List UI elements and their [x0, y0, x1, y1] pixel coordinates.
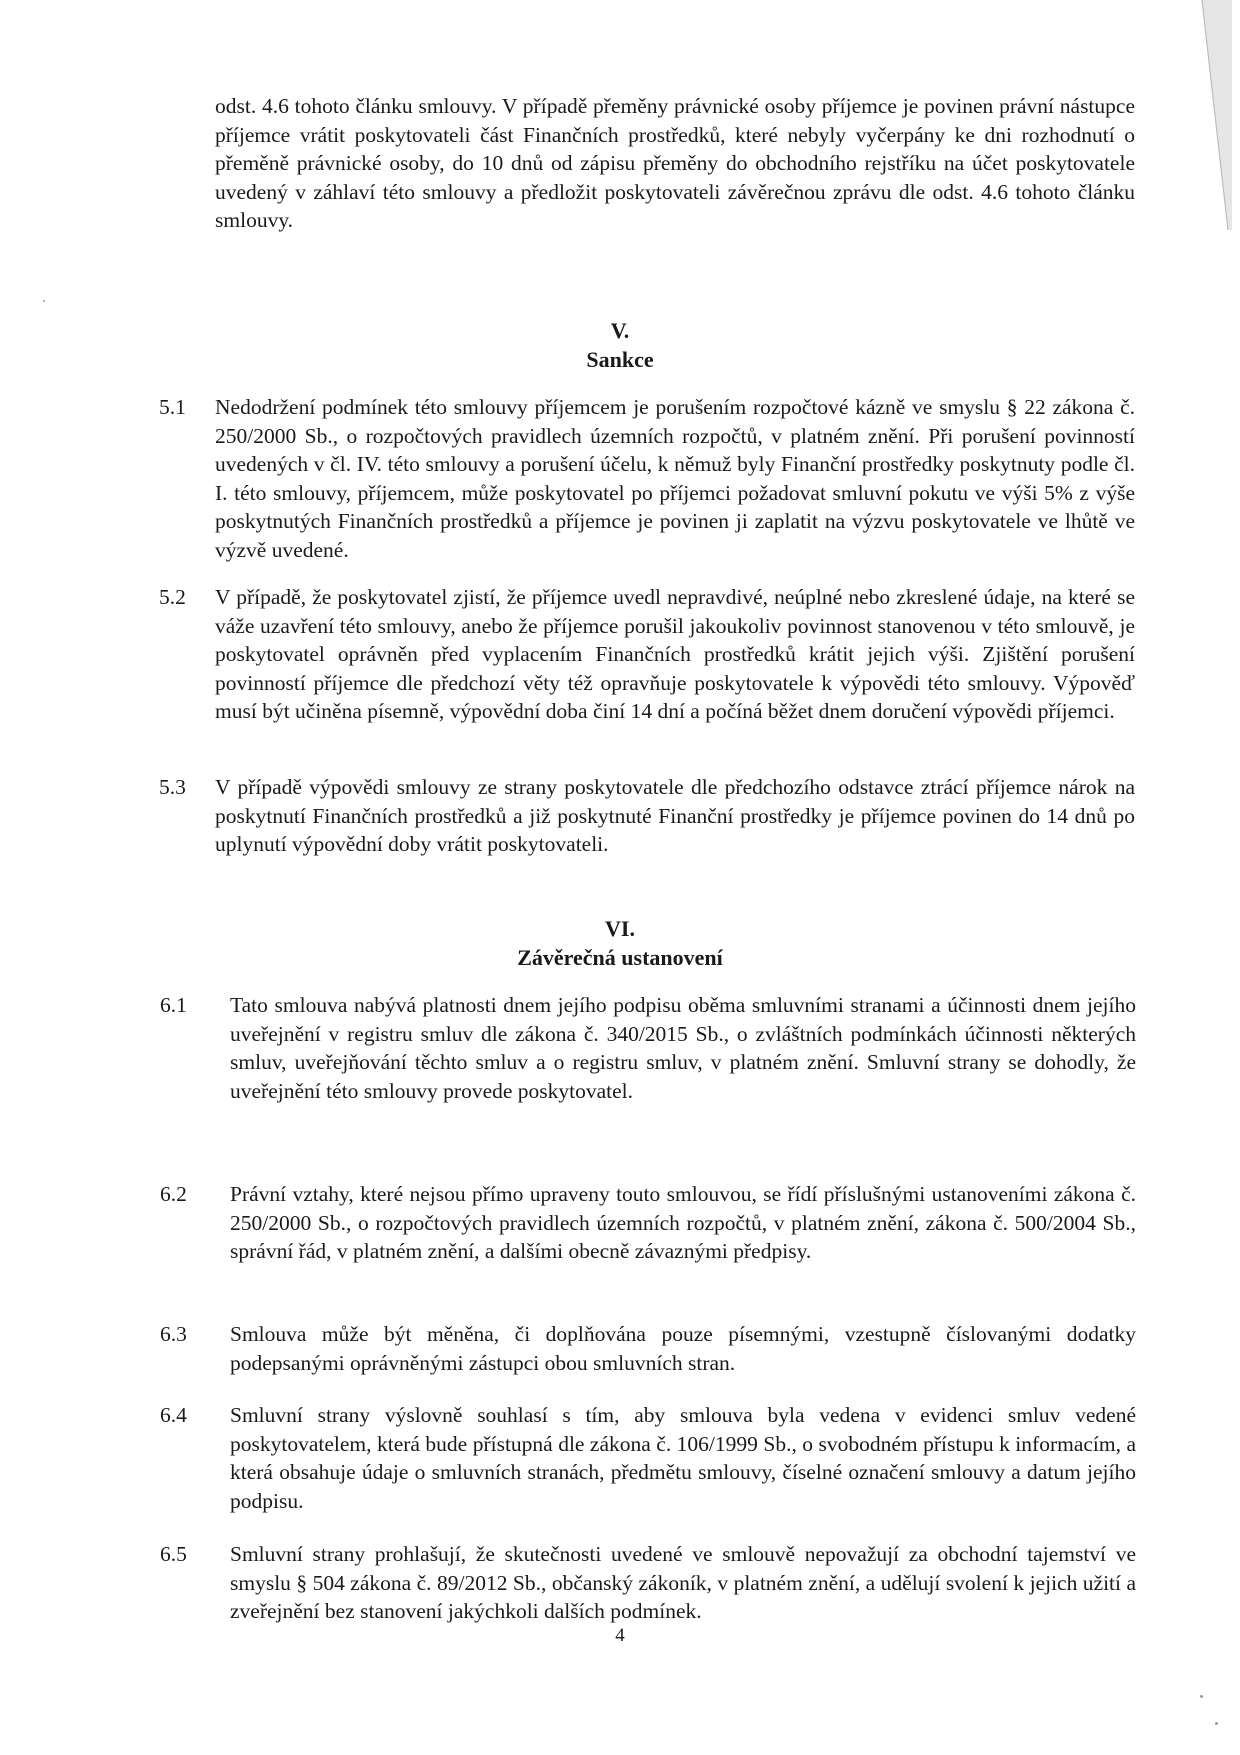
- scan-speck: [43, 300, 45, 302]
- clause-number: 5.1: [159, 395, 186, 419]
- clause-text: Nedodržení podmínek této smlouvy příjemcem je porušením rozpočtové kázně ve smyslu § 22 zákona č. 250/2000 Sb., o rozpočtových pravidlech územních rozpočtů, v platném znění. Při porušení povinností uvedených v čl. IV. této smlouvy a porušení účelu, k němuž byly Finanční prostředky poskytnuty podle čl. I. této smlouvy, příjemcem, může poskytovatel po příjemci požadovat smluvní pokutu ve výši 5% z výše poskytnutých Finančních prostředků a příjemce je povinen ji zaplatit na výzvu poskytovatele ve lhůtě ve výzvě uvedené.: [215, 395, 1135, 562]
- scan-speck: [1215, 1722, 1218, 1725]
- clause-text: Smluvní strany prohlašují, že skutečnosti uvedené ve smlouvě nepovažují za obchodní tajemství ve smyslu § 504 zákona č. 89/2012 Sb., občanský zákoník, v platném znění, a udělují svolení k jejich užití a zveřejnění bez stanovení jakýchkoli dalších podmínek.: [230, 1542, 1136, 1623]
- section-5-number: V.: [610, 318, 630, 343]
- clause-number: 6.1: [160, 993, 187, 1017]
- clause-number: 6.2: [160, 1182, 187, 1206]
- clause-text: Tato smlouva nabývá platnosti dnem jejího podpisu oběma smluvními stranami a účinnosti dnem jejího uveřejnění v registru smluv dle zákona č. 340/2015 Sb., o zvláštních podmínkách účinnosti některých smluv, uveřejňování těchto smluv a o registru smluv, v platném znění. Smluvní strany se dohodly, že uveřejnění této smlouvy provede poskytovatel.: [230, 993, 1136, 1103]
- clause-number: 5.3: [159, 775, 186, 799]
- clause-text: Právní vztahy, které nejsou přímo upraveny touto smlouvou, se řídí příslušnými ustanoveními zákona č. 250/2000 Sb., o rozpočtových pravidlech územních rozpočtů, v platném znění, zákona č. 500/2004 Sb., správní řád, v platném znění, a dalšími obecně závaznými předpisy.: [230, 1182, 1136, 1263]
- scan-speck: [1200, 1695, 1203, 1698]
- clause-number: 6.5: [160, 1542, 187, 1566]
- page-number: 4: [615, 1625, 625, 1646]
- section-5-title: Sankce: [586, 347, 654, 372]
- clause-text: V případě, že poskytovatel zjistí, že příjemce uvedl nepravdivé, neúplné nebo zkreslené údaje, na které se váže uzavření této smlouvy, anebo že příjemce porušil jakoukoliv povinnost stanovenou v této smlouvě, je poskytovatel oprávněn před vyplacením Finančních prostředků krátit jejich výši. Zjištění porušení povinností příjemce dle předchozí věty též opravňuje poskytovatele k výpovědi této smlouvy. Výpověď musí být učiněna písemně, výpovědní doba činí 14 dní a počíná běžet dnem doručení výpovědi příjemci.: [215, 585, 1135, 723]
- clause-text: V případě výpovědi smlouvy ze strany poskytovatele dle předchozího odstavce ztrácí příjemce nárok na poskytnutí Finančních prostředků a již poskytnuté Finanční prostředky je příjemce povinen do 14 dnů po uplynutí výpovědní doby vrátit poskytovateli.: [215, 775, 1135, 856]
- section-6-number: VI.: [605, 916, 635, 941]
- clause-number: 5.2: [159, 585, 186, 609]
- intro-paragraph: odst. 4.6 tohoto článku smlouvy. V případě přeměny právnické osoby příjemce je povinen právní nástupce příjemce vrátit poskytovateli část Finančních prostředků, které nebyly vyčerpány ke dni rozhodnutí o přeměně právnické osoby, do 10 dnů od zápisu přeměny do obchodního rejstříku na účet poskytovatele uvedený v záhlaví této smlouvy a předložit poskytovateli závěrečnou zprávu dle odst. 4.6 tohoto článku smlouvy.: [215, 94, 1135, 232]
- clause-number: 6.3: [160, 1322, 187, 1346]
- clause-number: 6.4: [160, 1403, 187, 1427]
- clause-text: Smlouva může být měněna, či doplňována pouze písemnými, vzestupně číslovanými dodatky podepsanými oprávněnými zástupci obou smluvních stran.: [230, 1322, 1136, 1375]
- section-6-title: Závěrečná ustanovení: [517, 945, 723, 970]
- clause-text: Smluvní strany výslovně souhlasí s tím, aby smlouva byla vedena v evidenci smluv vedené poskytovatelem, která bude přístupná dle zákona č. 106/1999 Sb., o svobodném přístupu k informacím, a která obsahuje údaje o smluvních stranách, předmětu smlouvy, číselné označení smlouvy a datum jejího podpisu.: [230, 1403, 1136, 1513]
- scan-shadow-edge: [1162, 0, 1232, 230]
